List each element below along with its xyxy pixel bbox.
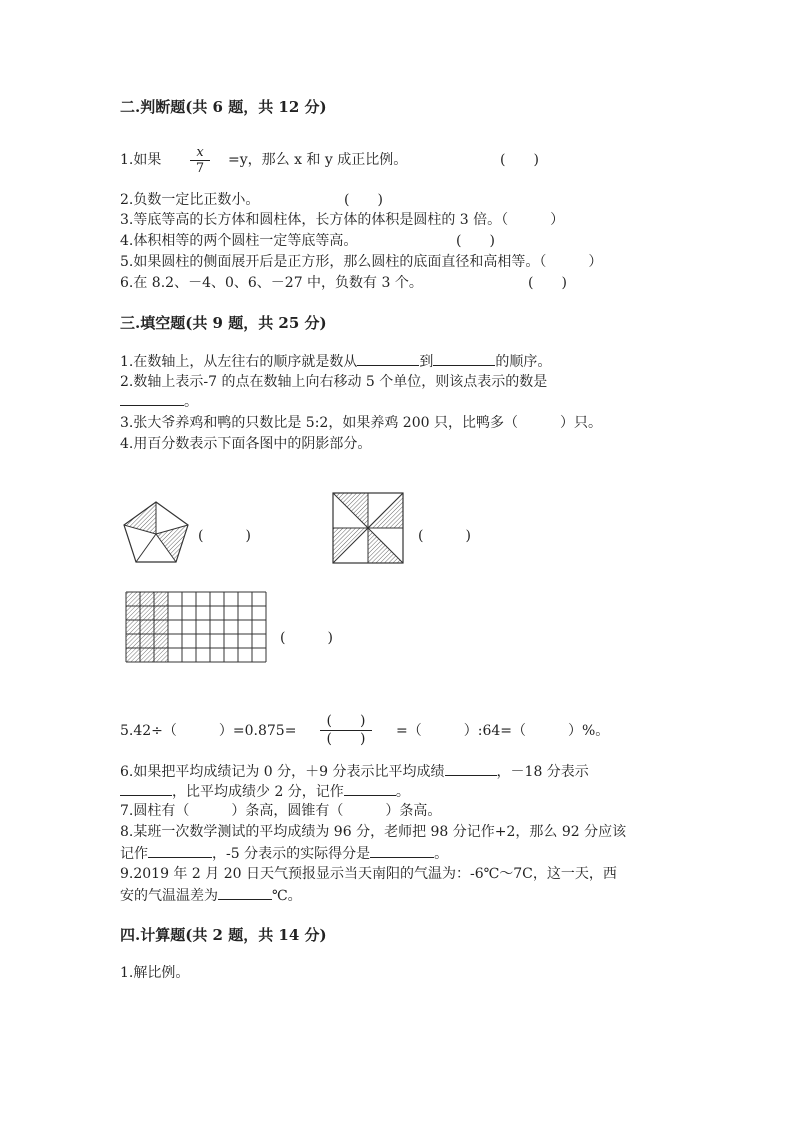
fig-answer-3[interactable]: ( ): [280, 630, 333, 646]
square-figure: [332, 492, 404, 564]
fill-q3-text: 3.张大爷养鸡和鸭的只数比是 5:2，如果养鸡 200 只，比鸭多（ ）只。: [120, 415, 602, 431]
fill-q8-end: 。: [434, 846, 449, 862]
calc-q1-text: 1.解比例。: [120, 965, 190, 981]
pentagon-figure: [122, 500, 190, 564]
fill-q8-line2: [120, 843, 448, 864]
fill-q5-fraction: [320, 713, 372, 748]
judge-q3-text: 3.等底等高的长方体和圆柱体，长方体的体积是圆柱的 3 倍。（ ）: [120, 212, 565, 228]
fill-q6-blank-3[interactable]: [344, 781, 396, 796]
fraction-numerator[interactable]: ( ): [326, 713, 366, 729]
fraction-denominator[interactable]: ( ): [326, 731, 366, 747]
fill-q5-text-a: 5.42÷（ ）=0.875=: [120, 723, 297, 739]
fill-q2-blank[interactable]: [120, 391, 184, 406]
fill-q5-text-b: =（ ）:64=（ ）%。: [396, 723, 610, 739]
fill-q6-blank-1[interactable]: [445, 761, 497, 776]
fill-q9-text-c: ℃。: [272, 888, 302, 904]
fill-q9-line2: [120, 885, 302, 906]
fill-q1: [120, 351, 551, 372]
fill-q8-text-a: 8.某班一次数学测试的平均成绩为 96 分，老师把 98 分记作+2，那么 92 分应该: [120, 824, 627, 840]
fill-q6-end: 。: [395, 784, 410, 800]
fill-q8-blank-1[interactable]: [148, 843, 212, 858]
fill-q8-blank-2[interactable]: [370, 843, 434, 858]
fill-q9-text-a: 9.2019 年 2 月 20 日天气预报显示当天南阳的气温为：-6℃～7C，这一天，西: [120, 866, 617, 882]
fill-q2-line2: [120, 391, 198, 412]
judge-q6-text: 6.在 8.2、－4、0、6、－27 中，负数有 3 个。: [120, 275, 423, 291]
judge-q2-answer[interactable]: ( ): [344, 192, 383, 208]
fill-q1-text-a: 1.在数轴上，从左往右的顺序就是数从: [120, 354, 358, 370]
section-4-title: 四.计算题(共 2 题，共 14 分): [120, 926, 327, 944]
fill-q1-text-b: 到: [419, 354, 434, 370]
section-2-title: 二.判断题(共 6 题，共 12 分): [120, 98, 327, 116]
fill-q6-text-a: 6.如果把平均成绩记为 0 分，＋9 分表示比平均成绩: [120, 764, 445, 780]
fill-q6-text-b: ，－18 分表示: [496, 764, 589, 780]
fill-q4-text: 4.用百分数表示下面各图中的阴影部分。: [120, 436, 372, 452]
fill-q1-text-c: 的顺序。: [495, 354, 552, 370]
judge-q4-text: 4.体积相等的两个圆柱一定等底等高。: [120, 233, 358, 249]
fill-q7-text: 7.圆柱有（ ）条高，圆锥有（ ）条高。: [120, 803, 442, 819]
fill-q9-text-b: 安的气温温差为: [120, 888, 218, 904]
grid-figure: [125, 591, 267, 663]
judge-q1-fraction: [190, 146, 210, 175]
fig-answer-1[interactable]: ( ): [198, 528, 251, 544]
fig-answer-2[interactable]: ( ): [418, 528, 471, 544]
judge-q2-text: 2.负数一定比正数小。: [120, 192, 260, 208]
judge-q1-answer[interactable]: ( ): [500, 152, 539, 168]
judge-q4-answer[interactable]: ( ): [456, 233, 495, 249]
judge-q5-text: 5.如果圆柱的侧面展开后是正方形，那么圆柱的底面直径和高相等。（ ）: [120, 254, 603, 270]
fill-q6-line2: [120, 781, 410, 802]
fill-q6-text-c: ，比平均成绩少 2 分，记作: [172, 784, 344, 800]
fill-q8-text-c: ，-5 分表示的实际得分是: [212, 846, 371, 862]
section-3-title: 三.填空题(共 9 题，共 25 分): [120, 314, 327, 332]
fraction-numerator: x: [196, 145, 204, 160]
fill-q6-line1: [120, 761, 589, 782]
fill-q1-blank-2[interactable]: [433, 351, 495, 366]
judge-q1-text: =y，那么 x 和 y 成正比例。: [228, 152, 408, 168]
fraction-denominator: 7: [195, 161, 205, 176]
fill-q6-blank-2[interactable]: [120, 781, 172, 796]
fill-q9-blank[interactable]: [218, 885, 272, 900]
judge-q1-prefix: 1.如果: [120, 152, 162, 168]
judge-q6-answer[interactable]: ( ): [528, 275, 567, 291]
fill-q2-text: 2.数轴上表示-7 的点在数轴上向右移动 5 个单位，则该点表示的数是: [120, 374, 548, 390]
fill-q1-blank-1[interactable]: [357, 351, 419, 366]
fill-q8-text-b: 记作: [120, 846, 148, 862]
fill-q2-end: 。: [184, 394, 198, 410]
